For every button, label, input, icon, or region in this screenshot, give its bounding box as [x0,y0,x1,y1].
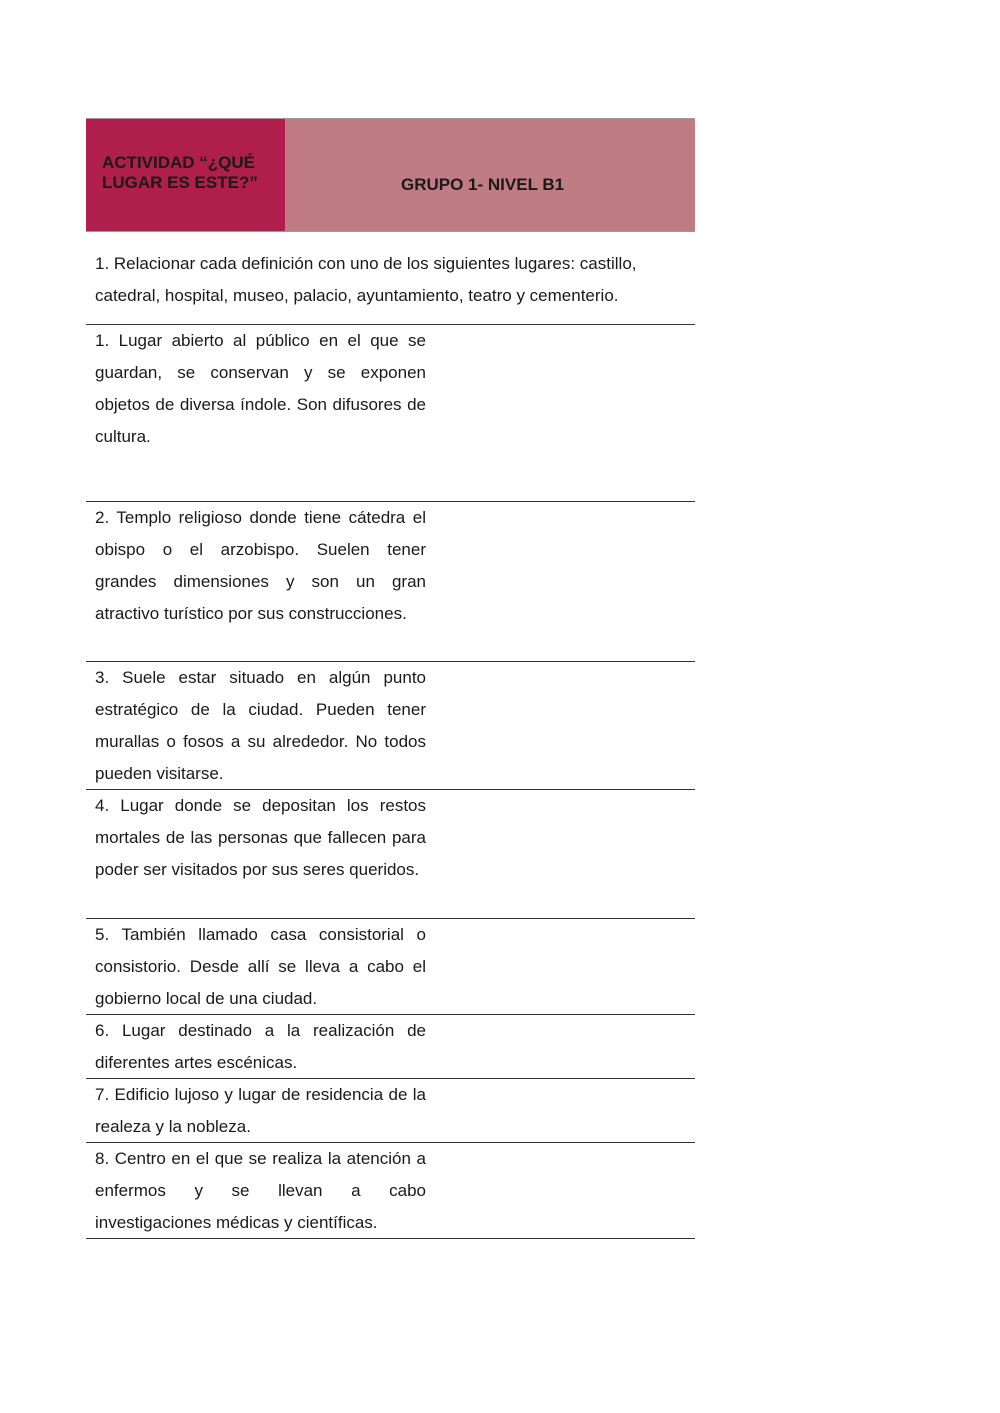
table-row [86,661,695,789]
activity-title-line2: LUGAR ES ESTE?” [102,173,258,192]
table-row [86,1078,695,1142]
definition-text: 7. Edificio lujoso y lugar de residencia de la realeza y la nobleza. [95,1085,426,1136]
worksheet-header [86,118,695,232]
table-row [86,918,695,1014]
definition-text: 2. Templo religioso donde tiene cátedra el obispo o el arzobispo. Suelen tener grandes dimensiones y son un gran atractivo turístico por sus construcciones. [95,508,426,623]
answer-cell[interactable] [426,790,695,918]
definition-text: 4. Lugar donde se depositan los restos mortales de las personas que fallecen para poder ser visitados por sus seres queridos. [95,796,426,879]
activity-title [86,119,285,231]
table-row [86,324,695,501]
definition-text: 6. Lugar destinado a la realización de diferentes artes escénicas. [95,1021,426,1072]
answer-cell[interactable] [426,502,695,661]
group-level: GRUPO 1- NIVEL B1 [285,119,695,231]
answer-cell[interactable] [426,1079,695,1142]
answer-cell[interactable] [426,1143,695,1238]
table-row [86,789,695,918]
definition-text: 1. Lugar abierto al público en el que se guardan, se conservan y se exponen objetos de diversa índole. Son difusores de cultura. [95,331,426,446]
definitions-table [86,324,695,1239]
table-row [86,1142,695,1239]
instructions-text: 1. Relacionar cada definición con uno de los siguientes lugares: castillo, catedral, hospital, museo, palacio, ayuntamiento, teatro y cementerio. [95,254,637,305]
answer-cell[interactable] [426,1015,695,1078]
worksheet [86,118,695,1239]
definition-text: 8. Centro en el que se realiza la atención a enfermos y se llevan a cabo investigaciones médicas y científicas. [95,1149,426,1232]
definition-text: 3. Suele estar situado en algún punto estratégico de la ciudad. Pueden tener murallas o fosos a su alrededor. No todos pueden visitarse. [95,668,426,783]
table-row [86,1014,695,1078]
table-row [86,501,695,661]
answer-cell[interactable] [426,919,695,1014]
definition-text: 5. También llamado casa consistorial o consistorio. Desde allí se lleva a cabo el gobierno local de una ciudad. [95,925,426,1008]
answer-cell[interactable] [426,662,695,789]
activity-title-line1: ACTIVIDAD “¿QUÉ [102,153,255,172]
answer-cell[interactable] [426,325,695,501]
